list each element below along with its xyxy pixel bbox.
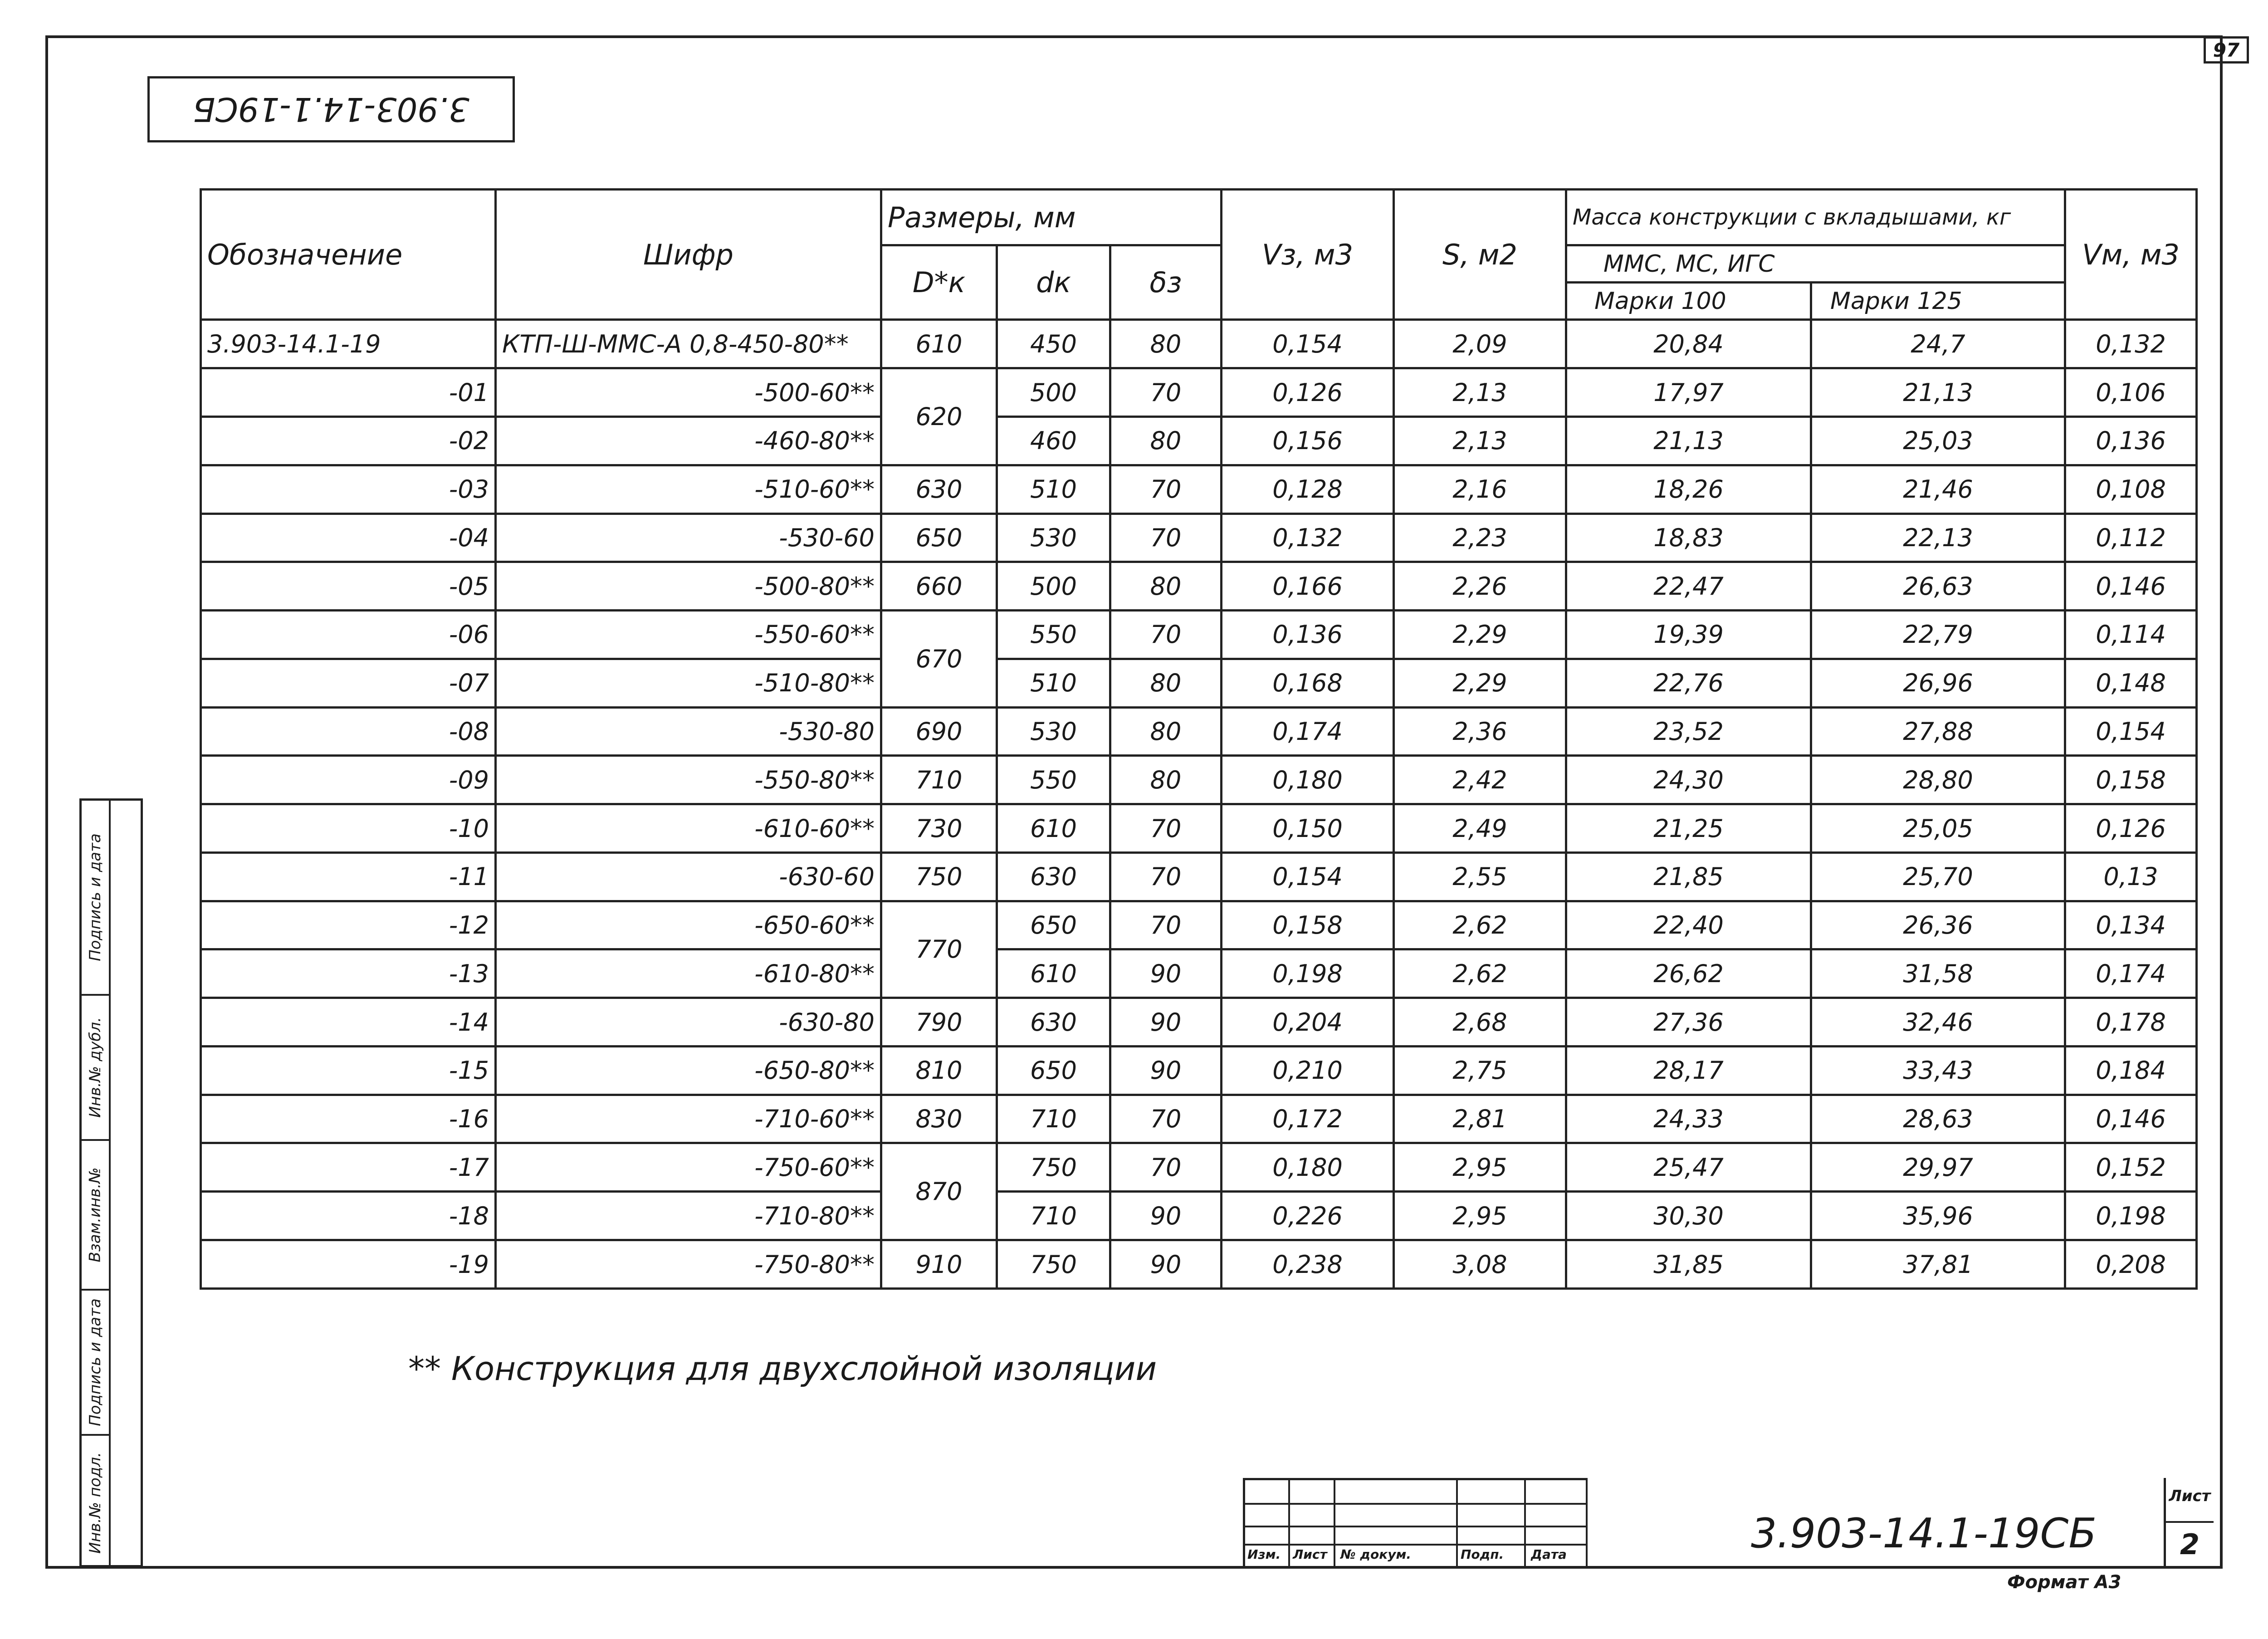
table-row (201, 1143, 2197, 1192)
cell-code: -650-80** (496, 1046, 881, 1095)
cell-m100: 21,25 (1566, 804, 1811, 853)
cell-dk: 460 (997, 417, 1110, 465)
cell-v3: 0,154 (1222, 320, 1394, 368)
table-row (201, 998, 2197, 1047)
sheet-number: 2 (2180, 1528, 2200, 1561)
cell-s3: 90 (1110, 1192, 1222, 1240)
cell-s: 3,08 (1394, 1240, 1566, 1289)
cell-des: -14 (201, 998, 496, 1047)
cell-code: -750-60** (496, 1143, 881, 1192)
cell-dk: 610 (997, 804, 1110, 853)
cell-v3: 0,128 (1222, 465, 1394, 514)
cell-m100: 23,52 (1566, 707, 1811, 756)
cell-v3: 0,204 (1222, 998, 1394, 1047)
cell-dk: 500 (997, 368, 1110, 417)
cell-m125: 35,96 (1811, 1192, 2065, 1240)
cell-code: -630-60 (496, 852, 881, 901)
cell-dk: 750 (997, 1143, 1110, 1192)
cell-des: -05 (201, 562, 496, 611)
cell-s: 2,23 (1394, 514, 1566, 562)
cell-s: 2,55 (1394, 852, 1566, 901)
cell-vm: 0,178 (2065, 998, 2197, 1047)
cell-m100: 25,47 (1566, 1143, 1811, 1192)
format-label: Формат А3 (2007, 1572, 2121, 1593)
header-mark-125: Марки 125 (1811, 283, 2065, 320)
cell-vm: 0,106 (2065, 368, 2197, 417)
table-row (201, 320, 2197, 368)
cell-code: -510-80** (496, 659, 881, 707)
cell-code: -710-60** (496, 1095, 881, 1143)
cell-vm: 0,136 (2065, 417, 2197, 465)
cell-des: -06 (201, 611, 496, 659)
cell-code: КТП-Ш-ММС-А 0,8-450-80** (496, 320, 881, 368)
grid-line (1456, 1478, 1458, 1569)
cell-s3: 80 (1110, 562, 1222, 611)
cell-m100: 24,33 (1566, 1095, 1811, 1143)
cell-vm: 0,198 (2065, 1192, 2197, 1240)
cell-code: -500-60** (496, 368, 881, 417)
table-row (201, 852, 2197, 901)
cell-v3: 0,136 (1222, 611, 1394, 659)
header-dimensions: Размеры, мм (881, 190, 1222, 245)
cell-s: 2,26 (1394, 562, 1566, 611)
header-mark-100: Марки 100 (1566, 283, 1811, 320)
cell-s3: 80 (1110, 707, 1222, 756)
cell-des: -09 (201, 756, 496, 804)
cell-s3: 90 (1110, 998, 1222, 1047)
cell-D: 810 (881, 1046, 997, 1095)
cell-code: -530-80 (496, 707, 881, 756)
cell-s3: 90 (1110, 1240, 1222, 1289)
cell-s: 2,29 (1394, 659, 1566, 707)
cell-s3: 70 (1110, 368, 1222, 417)
header-s3: δз (1110, 245, 1222, 320)
cell-code: -610-60** (496, 804, 881, 853)
cell-s: 2,13 (1394, 417, 1566, 465)
cell-m125: 28,63 (1811, 1095, 2065, 1143)
table-row (201, 417, 2197, 465)
cell-vm: 0,184 (2065, 1046, 2197, 1095)
cell-s: 2,81 (1394, 1095, 1566, 1143)
cell-vm: 0,158 (2065, 756, 2197, 804)
cell-des: -07 (201, 659, 496, 707)
cell-s: 2,62 (1394, 901, 1566, 949)
title-block (1243, 1478, 2214, 1569)
cell-code: -630-80 (496, 998, 881, 1047)
side-cell-sign-date-2: Подпись и дата (82, 1291, 109, 1436)
cell-m100: 22,76 (1566, 659, 1811, 707)
cell-s3: 70 (1110, 852, 1222, 901)
cell-m100: 28,17 (1566, 1046, 1811, 1095)
table-row (201, 1095, 2197, 1143)
cell-code: -530-60 (496, 514, 881, 562)
cell-vm: 0,148 (2065, 659, 2197, 707)
cell-dk: 750 (997, 1240, 1110, 1289)
cell-s3: 70 (1110, 804, 1222, 853)
cell-v3: 0,156 (1222, 417, 1394, 465)
cell-v3: 0,168 (1222, 659, 1394, 707)
sheet-label: Лист (2169, 1487, 2211, 1505)
cell-v3: 0,226 (1222, 1192, 1394, 1240)
cell-code: -460-80** (496, 417, 881, 465)
cell-vm: 0,154 (2065, 707, 2197, 756)
cell-D: 730 (881, 804, 997, 853)
grid-line (1524, 1478, 1526, 1569)
cell-m125: 33,43 (1811, 1046, 2065, 1095)
cell-v3: 0,166 (1222, 562, 1394, 611)
cell-m100: 21,85 (1566, 852, 1811, 901)
cell-des: -08 (201, 707, 496, 756)
cell-dk: 710 (997, 1192, 1110, 1240)
cell-dk: 530 (997, 707, 1110, 756)
cell-v3: 0,238 (1222, 1240, 1394, 1289)
cell-m100: 18,26 (1566, 465, 1811, 514)
cell-des: -11 (201, 852, 496, 901)
table-row (201, 514, 2197, 562)
cell-s: 2,75 (1394, 1046, 1566, 1095)
side-cell-repl-inv: Взам.инв.№ (82, 1141, 109, 1291)
sheet-box (2164, 1478, 2214, 1569)
cell-dk: 510 (997, 659, 1110, 707)
cell-s3: 80 (1110, 756, 1222, 804)
cell-s3: 70 (1110, 514, 1222, 562)
header-designation: Обозначение (201, 190, 496, 320)
cell-dk: 550 (997, 756, 1110, 804)
header-mass-materials: ММС, МС, ИГС (1566, 245, 2065, 283)
page-number: 97 (2204, 36, 2249, 64)
table-row (201, 804, 2197, 853)
header-vm: Vм, м3 (2065, 190, 2197, 320)
cell-m100: 27,36 (1566, 998, 1811, 1047)
cell-dk: 500 (997, 562, 1110, 611)
cell-dk: 610 (997, 949, 1110, 998)
cell-des: -12 (201, 901, 496, 949)
header-code: Шифр (496, 190, 881, 320)
cell-s3: 70 (1110, 465, 1222, 514)
cell-vm: 0,132 (2065, 320, 2197, 368)
cell-m125: 22,13 (1811, 514, 2065, 562)
cell-v3: 0,150 (1222, 804, 1394, 853)
cell-s: 2,16 (1394, 465, 1566, 514)
cell-s3: 70 (1110, 1095, 1222, 1143)
cell-m125: 25,03 (1811, 417, 2065, 465)
cell-code: -550-60** (496, 611, 881, 659)
cell-s3: 70 (1110, 611, 1222, 659)
cell-m125: 22,79 (1811, 611, 2065, 659)
cell-m100: 19,39 (1566, 611, 1811, 659)
table-row (201, 707, 2197, 756)
cell-s: 2,36 (1394, 707, 1566, 756)
cell-m125: 32,46 (1811, 998, 2065, 1047)
cell-s: 2,49 (1394, 804, 1566, 853)
table-row (201, 901, 2197, 949)
side-stamp (79, 798, 143, 1567)
table-row (201, 611, 2197, 659)
grid-line (1243, 1503, 1588, 1505)
cell-s: 2,62 (1394, 949, 1566, 998)
cell-D: 660 (881, 562, 997, 611)
header-s: S, м2 (1394, 190, 1566, 320)
cell-s: 2,68 (1394, 998, 1566, 1047)
cell-m125: 21,13 (1811, 368, 2065, 417)
side-cell-orig-inv: Инв.№ подл. (86, 1452, 105, 1554)
cell-des: -10 (201, 804, 496, 853)
cell-dk: 650 (997, 901, 1110, 949)
table-row (201, 1046, 2197, 1095)
grid-line (1334, 1478, 1335, 1569)
grid-line (1243, 1544, 1588, 1546)
grid-line (1288, 1478, 1290, 1569)
cell-vm: 0,134 (2065, 901, 2197, 949)
cell-D: 770 (881, 901, 997, 998)
cell-m125: 26,63 (1811, 562, 2065, 611)
cell-s3: 70 (1110, 1143, 1222, 1192)
cell-D: 670 (881, 611, 997, 708)
cell-D: 690 (881, 707, 997, 756)
cell-s: 2,09 (1394, 320, 1566, 368)
cell-des: -13 (201, 949, 496, 998)
cell-D: 750 (881, 852, 997, 901)
cell-des: 3.903-14.1-19 (201, 320, 496, 368)
cell-m125: 24,7 (1811, 320, 2065, 368)
cell-D: 710 (881, 756, 997, 804)
cell-code: -650-60** (496, 901, 881, 949)
caption-doc-no: № докум. (1340, 1547, 1412, 1562)
table-row (201, 368, 2197, 417)
grid-line (1243, 1526, 1588, 1527)
cell-v3: 0,154 (1222, 852, 1394, 901)
cell-m125: 37,81 (1811, 1240, 2065, 1289)
cell-v3: 0,126 (1222, 368, 1394, 417)
cell-D: 870 (881, 1143, 997, 1240)
side-divider (109, 801, 111, 1565)
cell-s: 2,95 (1394, 1192, 1566, 1240)
caption-date: Дата (1531, 1547, 1567, 1562)
cell-m125: 31,58 (1811, 949, 2065, 998)
caption-change: Изм. (1247, 1547, 1281, 1562)
cell-dk: 510 (997, 465, 1110, 514)
cell-des: -01 (201, 368, 496, 417)
table-row (201, 1240, 2197, 1289)
cell-vm: 0,208 (2065, 1240, 2197, 1289)
cell-m100: 26,62 (1566, 949, 1811, 998)
cell-m100: 22,40 (1566, 901, 1811, 949)
cell-m125: 26,36 (1811, 901, 2065, 949)
cell-code: -610-80** (496, 949, 881, 998)
cell-dk: 650 (997, 1046, 1110, 1095)
cell-vm: 0,146 (2065, 562, 2197, 611)
cell-des: -17 (201, 1143, 496, 1192)
cell-v3: 0,198 (1222, 949, 1394, 998)
cell-code: -710-80** (496, 1192, 881, 1240)
cell-v3: 0,132 (1222, 514, 1394, 562)
cell-dk: 630 (997, 852, 1110, 901)
header-dk-star: D*к (881, 245, 997, 320)
cell-m125: 26,96 (1811, 659, 2065, 707)
table-row (201, 562, 2197, 611)
cell-s: 2,95 (1394, 1143, 1566, 1192)
cell-s: 2,13 (1394, 368, 1566, 417)
cell-dk: 550 (997, 611, 1110, 659)
cell-s3: 90 (1110, 949, 1222, 998)
sheet-box-divider (2166, 1521, 2214, 1523)
cell-v3: 0,180 (1222, 1143, 1394, 1192)
table-row (201, 1192, 2197, 1240)
cell-s3: 70 (1110, 901, 1222, 949)
cell-m100: 31,85 (1566, 1240, 1811, 1289)
cell-v3: 0,210 (1222, 1046, 1394, 1095)
table-row (201, 659, 2197, 707)
cell-m100: 17,97 (1566, 368, 1811, 417)
top-stamp-text: 3.903-14.1-19СБ (193, 90, 469, 128)
cell-des: -15 (201, 1046, 496, 1095)
cell-s: 2,29 (1394, 611, 1566, 659)
top-stamp (147, 76, 515, 142)
cell-m100: 20,84 (1566, 320, 1811, 368)
cell-code: -510-60** (496, 465, 881, 514)
cell-vm: 0,152 (2065, 1143, 2197, 1192)
specification-table (200, 188, 2198, 1290)
cell-v3: 0,172 (1222, 1095, 1394, 1143)
grid-line (1586, 1478, 1588, 1569)
cell-D: 910 (881, 1240, 997, 1289)
cell-m100: 22,47 (1566, 562, 1811, 611)
cell-dk: 710 (997, 1095, 1110, 1143)
cell-des: -02 (201, 417, 496, 465)
cell-s: 2,42 (1394, 756, 1566, 804)
cell-v3: 0,180 (1222, 756, 1394, 804)
cell-vm: 0,112 (2065, 514, 2197, 562)
cell-code: -500-80** (496, 562, 881, 611)
cell-vm: 0,174 (2065, 949, 2197, 998)
cell-m125: 25,70 (1811, 852, 2065, 901)
table-row (201, 949, 2197, 998)
cell-code: -550-80** (496, 756, 881, 804)
cell-dk: 450 (997, 320, 1110, 368)
cell-dk: 530 (997, 514, 1110, 562)
cell-D: 790 (881, 998, 997, 1047)
cell-D: 650 (881, 514, 997, 562)
cell-des: -04 (201, 514, 496, 562)
cell-vm: 0,146 (2065, 1095, 2197, 1143)
cell-vm: 0,126 (2065, 804, 2197, 853)
cell-vm: 0,108 (2065, 465, 2197, 514)
header-dk: dк (997, 245, 1110, 320)
cell-D: 830 (881, 1095, 997, 1143)
cell-m100: 18,83 (1566, 514, 1811, 562)
cell-des: -18 (201, 1192, 496, 1240)
cell-s3: 80 (1110, 659, 1222, 707)
cell-des: -03 (201, 465, 496, 514)
footnote: ** Конструкция для двухслойной изоляции (408, 1350, 1157, 1388)
cell-des: -19 (201, 1240, 496, 1289)
cell-D: 620 (881, 368, 997, 465)
cell-vm: 0,114 (2065, 611, 2197, 659)
cell-m125: 29,97 (1811, 1143, 2065, 1192)
cell-dk: 630 (997, 998, 1110, 1047)
caption-signature: Подп. (1461, 1547, 1504, 1562)
header-v3: Vз, м3 (1222, 190, 1394, 320)
cell-s3: 80 (1110, 320, 1222, 368)
side-cell-dup-inv: Инв.№ дубл. (82, 996, 109, 1141)
cell-v3: 0,158 (1222, 901, 1394, 949)
cell-m125: 28,80 (1811, 756, 2065, 804)
cell-D: 610 (881, 320, 997, 368)
cell-m125: 25,05 (1811, 804, 2065, 853)
cell-s3: 90 (1110, 1046, 1222, 1095)
caption-sheet: Лист (1293, 1547, 1327, 1562)
document-code: 3.903-14.1-19СБ (1751, 1510, 2097, 1557)
cell-des: -16 (201, 1095, 496, 1143)
cell-m100: 24,30 (1566, 756, 1811, 804)
table-row (201, 756, 2197, 804)
header-mass: Масса конструкции с вкладышами, кг (1566, 190, 2065, 245)
cell-v3: 0,174 (1222, 707, 1394, 756)
side-cell-sign-date-1: Подпись и дата (82, 801, 109, 996)
cell-D: 630 (881, 465, 997, 514)
cell-m100: 21,13 (1566, 417, 1811, 465)
cell-m125: 21,46 (1811, 465, 2065, 514)
cell-m125: 27,88 (1811, 707, 2065, 756)
cell-vm: 0,13 (2065, 852, 2197, 901)
cell-s3: 80 (1110, 417, 1222, 465)
cell-code: -750-80** (496, 1240, 881, 1289)
table-row (201, 465, 2197, 514)
cell-m100: 30,30 (1566, 1192, 1811, 1240)
